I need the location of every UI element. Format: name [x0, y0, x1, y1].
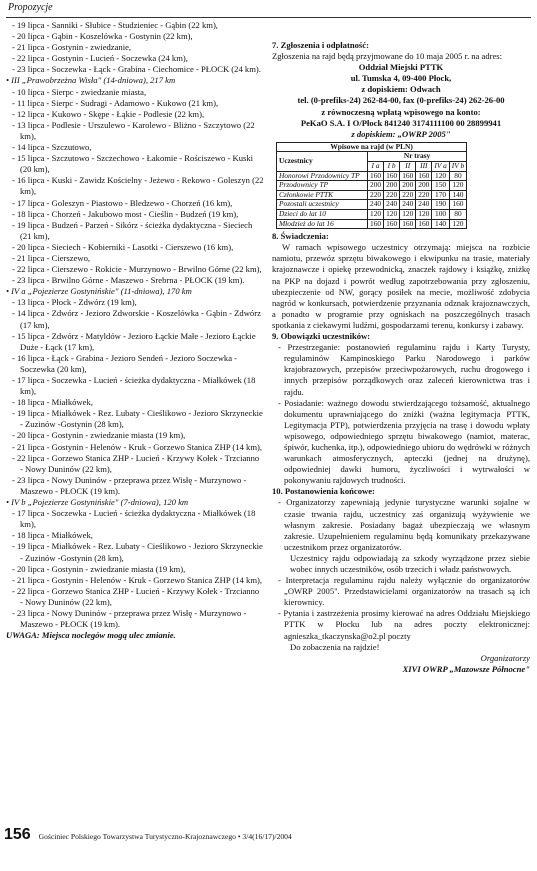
participant-category: Członkowie PTTK: [277, 190, 368, 200]
fee-value: 120: [449, 219, 466, 229]
route-line: - 19 lipca - Budzeń - Parzeń - Sikórz - ścieżka dydaktyczna - Sieciech (21 km),: [12, 219, 253, 241]
fees-col-route: Nr trasy: [368, 152, 467, 162]
route-line: - 21 lipca - Gostynin - Helenów - Kruk - Gorzewo Stanica ZHP (14 km),: [12, 441, 263, 452]
fee-value: 160: [449, 200, 466, 210]
route-line: - 22 lipca - Gorzewo Stanica ZHP - Lucień - Krzywy Kołek - Trzcianno - Nowy Duninów (22 km),: [12, 585, 260, 607]
route-line: - 20 lipca - Gąbin - Koszelówka - Gostynin (22 km),: [12, 31, 193, 42]
route-line: - 13 lipca - Płock - Zdwórz (19 km),: [12, 297, 137, 308]
registration-section: [272, 40, 530, 140]
fees-table-caption: Wpisowe na rajd (w PLN): [277, 142, 467, 152]
fee-value: 240: [416, 200, 432, 210]
route-header-cell: IV b: [449, 162, 466, 172]
text-line: 8. Świadczenia:: [272, 231, 329, 242]
fees-table: [276, 142, 467, 229]
fee-value: 120: [368, 210, 384, 220]
route-line: - 18 lipca - Miałkówek,: [12, 530, 93, 541]
fee-value: 220: [416, 190, 432, 200]
route-line: • III „Prawobrzeżna Wisła" (14-dniowa), 217 km: [6, 75, 176, 86]
fee-value: 160: [416, 219, 432, 229]
text-line: 9. Obowiązki uczestników:: [272, 331, 371, 342]
route-line: - 18 lipca - Miałkówek,: [12, 397, 93, 408]
route-header-cell: I b: [384, 162, 400, 172]
route-line: - 21 lipca - Gostynin - zwiedzanie,: [12, 42, 132, 53]
fee-value: 200: [384, 181, 400, 191]
text-line: - Interpretacja regulaminu rajdu należy wyłącznie do organizatorów „OWRP 2005". Przedstawicielami organizatorów na trasach są ich kierownicy.: [278, 575, 530, 608]
route-line: - 21 lipca - Cierszewo,: [12, 252, 91, 263]
fees-row: [277, 210, 467, 220]
left-column: [6, 20, 264, 641]
fee-value: 160: [368, 219, 384, 229]
fee-value: 200: [368, 181, 384, 191]
fee-value: 190: [432, 200, 449, 210]
text-line: Organizatorzy: [480, 652, 530, 663]
route-line: - 21 lipca - Gostynin - Helenów - Kruk - Gorzewo Stanica ZHP (14 km),: [12, 574, 263, 585]
page-footer: [4, 826, 532, 844]
fee-value: 220: [368, 190, 384, 200]
fee-value: 160: [400, 219, 416, 229]
fee-value: 200: [416, 181, 432, 191]
journal-title: Gościniec Polskiego Towarzystwa Turystyczno-Krajoznawczego • 3/4(16/17)/2004: [38, 832, 292, 841]
fee-value: 240: [384, 200, 400, 210]
terms-section: [272, 231, 530, 675]
route-line: - 12 lipca - Kukowo - Skępe - Łąkie - Podlesie (22 km),: [12, 108, 205, 119]
fee-value: 150: [432, 181, 449, 191]
fee-value: 160: [416, 171, 432, 181]
fee-value: 160: [384, 219, 400, 229]
route-line: - 22 lipca - Cierszewo - Rokicie - Murzynowo - Brwilno Górne (22 km),: [12, 264, 262, 275]
fee-value: 220: [384, 190, 400, 200]
text-line: - Przestrzeganie: postanowień regulaminu rajdu i Karty Turysty, regulaminów Kampinoskiego Parku Narodowego i parków krajobrazowych, przepisów przeciwpożarowych, ruchu drogowego i innych przepisów porządkowych oraz zaleceń kierownictwa tras i rajdu.: [278, 342, 530, 397]
fee-value: 140: [432, 219, 449, 229]
route-header-cell: IV a: [432, 162, 449, 172]
text-line: 10. Postanowienia końcowe:: [272, 486, 375, 497]
route-line: - 13 lipca - Podlesie - Urszulewo - Karolewo - Bliżno - Szczytowo (22 km),: [12, 119, 255, 141]
text-line: Uczestnicy rajdu odpowiadają za szkody wyrządzone przez siebie wobec innych uczestników, osób trzecich i władz państwowych.: [290, 552, 530, 574]
route-line: - 11 lipca - Sierpc - Sudragi - Adamowo - Kukowo (21 km),: [12, 97, 219, 108]
header-rule: [6, 17, 531, 18]
participant-category: Młodzież do lat 16: [277, 219, 368, 229]
fee-value: 120: [432, 171, 449, 181]
route-line: - 23 lipca - Soczewka - Łąck - Grabina - Ciechomice - PŁOCK (24 km).: [12, 64, 261, 75]
fee-value: 120: [449, 181, 466, 191]
fees-row: [277, 181, 467, 191]
participant-category: Honorowi Przodownicy TP: [277, 171, 368, 181]
fees-col-participants: Uczestnicy: [277, 152, 368, 171]
fee-value: 80: [449, 210, 466, 220]
route-line: - 14 lipca - Szczutowo,: [12, 142, 92, 153]
route-line: - 17 lipca - Soczewka - Lucień - ścieżka dydaktyczna - Miałkówek (18 km),: [12, 375, 256, 397]
route-header-cell: III: [416, 162, 432, 172]
route-line: - 15 lipca - Szczutowo - Szczechowo - Łakomie - Rościszewo - Kuski (20 km),: [12, 153, 254, 175]
route-line: - 22 lipca - Gorzewo Stanica ZHP - Lucień - Krzywy Kołek - Trzcianno - Nowy Duninów (22 km),: [12, 452, 260, 474]
route-line: - 23 lipca - Nowy Duninów - przeprawa przez Wisłę - Murzynowo - Maszewo - PŁOCK (19 km).: [12, 474, 247, 496]
text-line: 7. Zgłoszenia i odpłatność:: [272, 40, 369, 50]
text-line: Oddział Miejski PTTK: [358, 62, 444, 73]
fee-value: 240: [368, 200, 384, 210]
text-line: z równoczesną wpłatą wpisowego na konto:: [321, 106, 481, 117]
fee-value: 120: [384, 210, 400, 220]
text-line: - Posiadanie: ważnego dowodu stwierdzającego tożsamość, aktualnego dokumentu uprawniającego do zniżki (ważna legitymacja PTTK, Legitymacja PTP), potwierdzenia przyjęcia na trasę i dowodu wpłaty wpisowego, odpowiedniego sprzętu biwakowego (namiot, materac, śpiwór, kuchenka, itp.), odpowiedniego ubioru do wędrówki w różnych warunkach atmosferycznych, apteczki (jednej na drużynę), odpowiedniej dawki humoru, życzliwości i wytrwałości w pokonywaniu rajdowych trudności.: [278, 397, 530, 486]
fee-value: 170: [432, 190, 449, 200]
text-line: W ramach wpisowego uczestnicy otrzymają: miejsca na rozbicie namiotu, przewóz sprzętu biwakowego i ekwipunku na trasie, materiały krajoznawcze i opiekę przewodnicką, znaczek rajdowy i książkę, zniżkę na PKP na dojazd i powrót według zapotrzebowania przy zgłoszeniu, ubezpieczenie od NW, gorący posiłek na mecie, możliwość zdobycia nagród w konkursach, potwierdzenie przyznania odznak krajoznawczych, a ponadto w programie przy ogniskach na poszczególnych trasach spotkania z ciekawymi ludźmi, gospodarzami terenu, konkursy i zabawy.: [272, 242, 530, 330]
fee-value: 120: [416, 210, 432, 220]
participant-category: Dzieci do lat 10: [277, 210, 368, 220]
fee-value: 220: [400, 190, 416, 200]
route-line: - 19 lipca - Miałkówek - Rez. Lubaty - Cieślikowo - Jezioro Skrzyneckie - Zuzinów -Gostynin (28 km),: [12, 541, 263, 563]
participant-category: Przodownicy TP: [277, 181, 368, 191]
route-line: UWAGA: Miejsca noclegów mogą ulec zmianie.: [6, 630, 176, 641]
fee-value: 120: [400, 210, 416, 220]
route-header-cell: I a: [368, 162, 384, 172]
fees-row: [277, 219, 467, 229]
route-line: - 23 lipca - Brwilno Górne - Maszewo - Srebrna - PŁOCK (19 km).: [12, 275, 245, 286]
text-line: Do zobaczenia na rajdzie!: [290, 641, 380, 652]
route-line: - 10 lipca - Sierpc - zwiedzanie miasta,: [12, 86, 147, 97]
text-line: XIVI OWRP „Mazowsze Północne": [402, 663, 530, 674]
text-line: - Organizatorzy zapewniają jedynie turystyczne warunki sojalne w czasie trwania rajdu, uczestnicy zaś organizują wyżywienie we własnym zakresie. Posiadany bagaż ubezpieczają we własnym zakresie. Uzupełnieniem regulaminu będą komunikaty przekazywane uczestnikom przez organizatorów.: [278, 497, 530, 552]
route-line: - 18 lipca - Chorzeń - Jakubowo most - Cieślin - Budzeń (19 km),: [12, 208, 239, 219]
text-line: - Pytania i zastrzeżenia prosimy kierować na adres Oddziału Miejskiego PTTK w Płocku lub na adres poczty elektronicznej: agnieszka_tkaczynska@o2.pl poczty: [278, 608, 530, 641]
route-line: • IV a „Pojezierze Gostynińskie" (11-dniowa), 170 km: [6, 286, 192, 297]
route-line: - 19 lipca - Sanniki - Słubice - Studzieniec - Gąbin (22 km),: [12, 20, 218, 30]
route-line: - 17 lipca - Goleszyn - Piastowo - Bledzewo - Chorzeń (16 km),: [12, 197, 233, 208]
route-line: - 19 lipca - Miałkówek - Rez. Lubaty - Cieślikowo - Jezioro Skrzyneckie - Zuzinów -Gostynin (28 km),: [12, 408, 263, 430]
fee-value: 160: [384, 171, 400, 181]
fee-value: 100: [432, 210, 449, 220]
fee-value: 140: [449, 190, 466, 200]
page-number: 156: [4, 826, 31, 843]
route-line: - 20 lipca - Gostynin - zwiedzanie miasta (19 km),: [12, 430, 186, 441]
fee-value: 80: [449, 171, 466, 181]
participant-category: Pozostali uczestnicy: [277, 200, 368, 210]
fees-body: [277, 171, 467, 229]
route-line: - 23 lipca - Nowy Duninów - przeprawa przez Wisłę - Murzynowo - Maszewo - PŁOCK (19 km).: [12, 607, 247, 630]
section-header: Propozycje: [8, 2, 53, 13]
text-line: Zgłoszenia na rajd będą przyjmowane do 10 maja 2005 r. na adres:: [272, 51, 503, 62]
fee-value: 240: [400, 200, 416, 210]
route-line: - 16 lipca - Łąck - Grabina - Jezioro Sendeń - Jezioro Soczewka - Soczewka (20 km),: [12, 352, 238, 374]
text-line: tel. (0-prefiks-24) 262-84-00, fax (0-prefiks-24) 262-26-00: [297, 95, 505, 106]
fee-value: 160: [368, 171, 384, 181]
text-line: z dopiskiem: Odwach: [361, 84, 441, 95]
text-line: z dopiskiem: „OWRP 2005": [351, 128, 451, 139]
text-line: PeKaO S.A. I O/Płock 841240 3174111100 00 28899941: [300, 117, 502, 128]
route-line: • IV b „Pojezierze Gostynińskie" (7-dniowa), 120 km: [6, 497, 189, 508]
right-column: [272, 40, 530, 675]
route-line: - 20 lipca - Sieciech - Kobierniki - Lasotki - Cierszewo (16 km),: [12, 241, 234, 252]
fee-value: 160: [400, 171, 416, 181]
route-line: - 16 lipca - Kuski - Zawidz Kościelny - Jeżewo - Rekowo - Goleszyn (22 km),: [12, 175, 264, 197]
route-line: - 15 lipca - Zdwórz - Matyldów - Jezioro Łąckie Małe - Jezioro Łąckie Duże - Łąck (17 km),: [12, 330, 256, 352]
route-line: - 14 lipca - Zdwórz - Jezioro Zdworskie - Koszelówka - Gąbin - Zdwórz (17 km),: [12, 308, 261, 330]
fee-value: 200: [400, 181, 416, 191]
text-line: ul. Tumska 4, 09-400 Płock,: [350, 73, 452, 84]
route-header-cell: II: [400, 162, 416, 172]
route-line: - 22 lipca - Gostynin - Lucień - Soczewka (24 km),: [12, 53, 188, 64]
route-line: - 20 lipca - Gostynin - zwiedzanie miasta (19 km),: [12, 563, 186, 574]
route-line: - 17 lipca - Soczewka - Lucień - ścieżka dydaktyczna - Miałkówek (18 km),: [12, 508, 256, 530]
